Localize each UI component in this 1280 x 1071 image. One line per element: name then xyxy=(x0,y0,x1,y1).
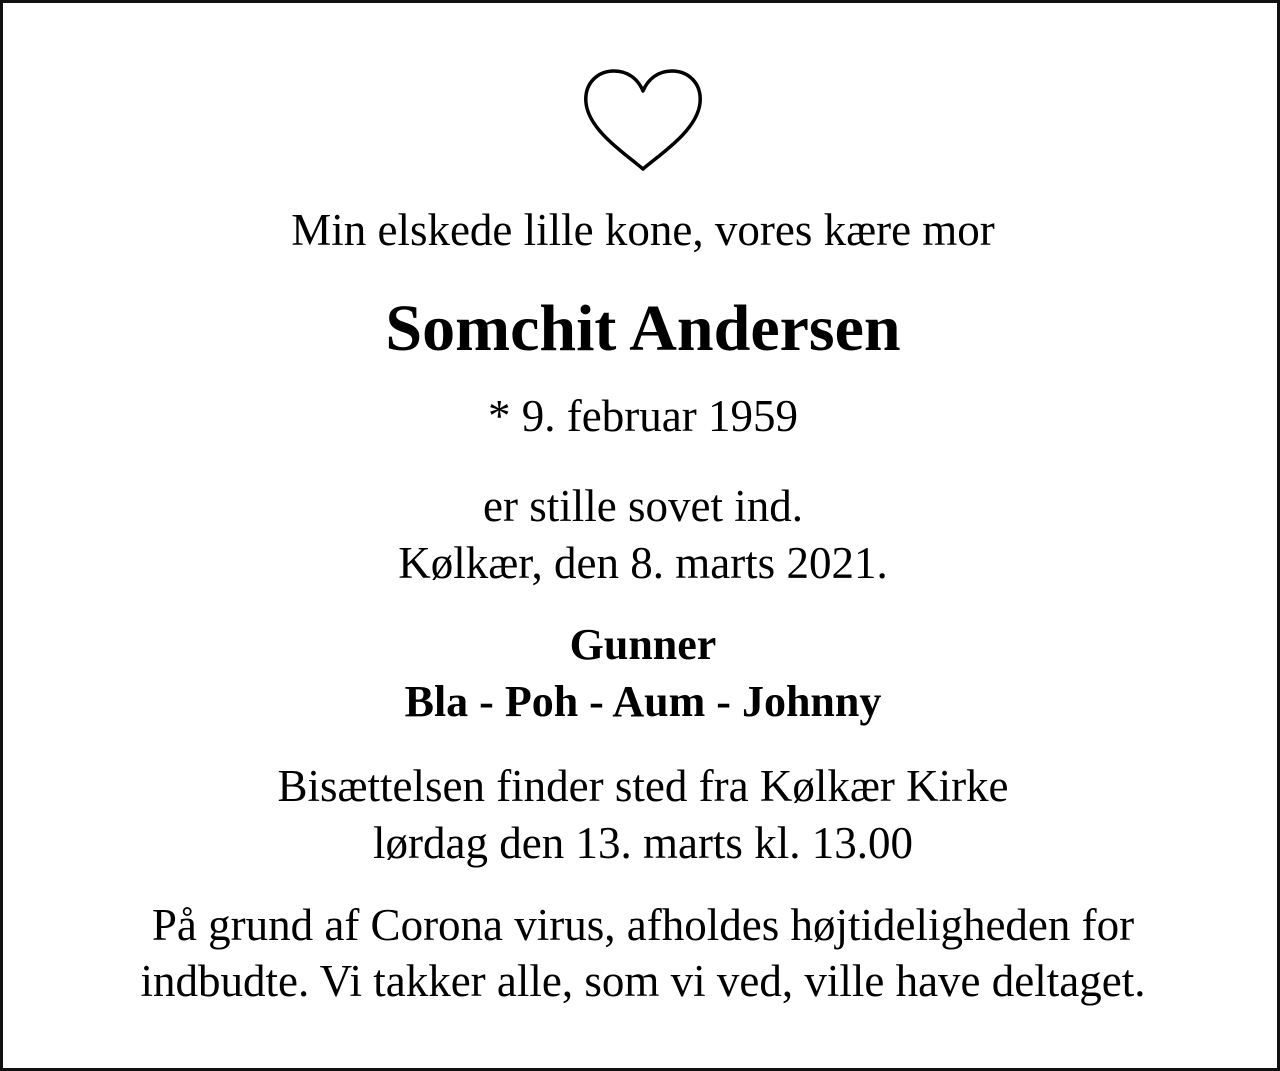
intro-text: Min elskede lille kone, vores kære mor xyxy=(291,205,995,255)
closing-note-line1: På grund af Corona virus, afholdes højtideligheden for xyxy=(151,900,1135,950)
passing-place-date: Kølkær, den 8. marts 2021. xyxy=(398,538,888,588)
birth-date: * 9. februar 1959 xyxy=(488,391,798,441)
family-children: Bla - Poh - Aum - Johnny xyxy=(404,677,882,726)
heart-outline-icon xyxy=(581,67,705,175)
funeral-time: lørdag den 13. marts kl. 13.00 xyxy=(373,818,913,868)
passing-text: er stille sovet ind. xyxy=(483,481,803,531)
closing-note-line2: indbudte. Vi takker alle, som vi ved, ville have deltaget. xyxy=(140,956,1146,1006)
funeral-location: Bisættelsen finder sted fra Kølkær Kirke xyxy=(277,761,1009,811)
family-spouse: Gunner xyxy=(569,620,717,669)
deceased-name: Somchit Andersen xyxy=(385,292,901,365)
